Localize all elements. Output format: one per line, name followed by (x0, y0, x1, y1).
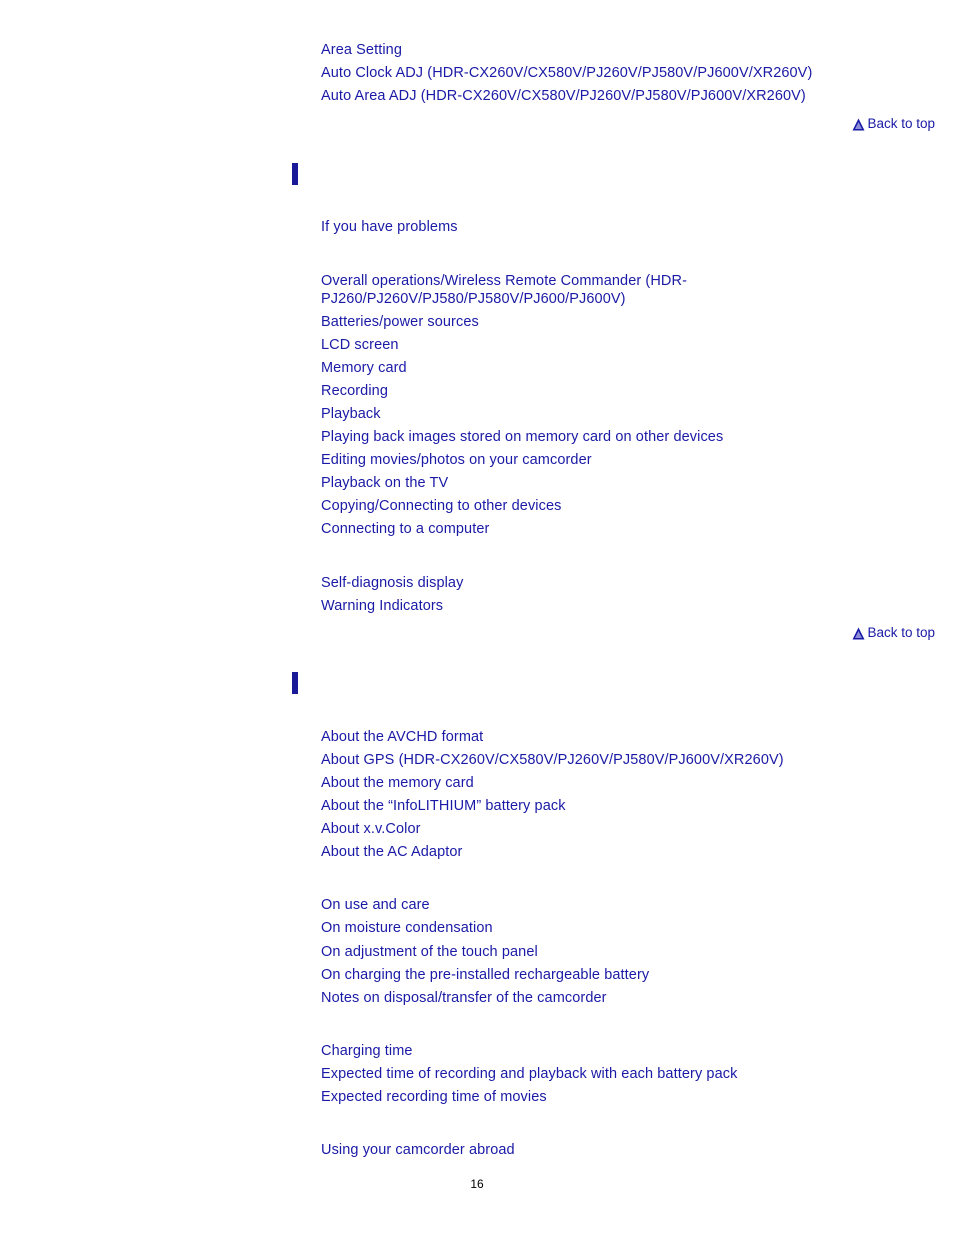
link-expected-recording-time-movies[interactable]: Expected recording time of movies (321, 1089, 547, 1105)
up-triangle-icon (852, 118, 865, 131)
back-to-top-label: Back to top (867, 116, 935, 131)
link-lcd-screen[interactable]: LCD screen (321, 337, 399, 353)
link-touch-panel-adjustment[interactable]: On adjustment of the touch panel (321, 944, 538, 960)
page-number: 16 (470, 1177, 484, 1191)
link-editing-movies-photos[interactable]: Editing movies/photos on your camcorder (321, 452, 592, 468)
link-auto-area-adj[interactable]: Auto Area ADJ (HDR-CX260V/CX580V/PJ260V/PJ580V/PJ600V/XR260V) (321, 88, 806, 104)
link-self-diagnosis[interactable]: Self-diagnosis display (321, 575, 464, 591)
link-charging-preinstalled-battery[interactable]: On charging the pre-installed rechargeable battery (321, 967, 650, 983)
link-auto-clock-adj[interactable]: Auto Clock ADJ (HDR-CX260V/CX580V/PJ260V/PJ580V/PJ600V/XR260V) (321, 65, 813, 81)
link-about-memory-card[interactable]: About the memory card (321, 775, 474, 791)
link-expected-recording-playback-time[interactable]: Expected time of recording and playback with each battery pack (321, 1066, 738, 1082)
link-about-infolithium[interactable]: About the “InfoLITHIUM” battery pack (321, 798, 566, 814)
link-using-abroad[interactable]: Using your camcorder abroad (321, 1142, 515, 1158)
link-about-ac-adaptor[interactable]: About the AC Adaptor (321, 844, 463, 860)
link-recording[interactable]: Recording (321, 383, 388, 399)
section-marker-troubleshooting (292, 163, 298, 185)
back-to-top-label: Back to top (867, 625, 935, 640)
link-if-you-have-problems[interactable]: If you have problems (321, 219, 458, 235)
link-about-xvcolor[interactable]: About x.v.Color (321, 821, 421, 837)
link-use-and-care[interactable]: On use and care (321, 897, 430, 913)
up-triangle-icon (852, 627, 865, 640)
link-copying-connecting[interactable]: Copying/Connecting to other devices (321, 498, 562, 514)
link-moisture-condensation[interactable]: On moisture condensation (321, 920, 493, 936)
back-to-top-link[interactable] (852, 625, 935, 641)
section-marker-maintenance (292, 672, 298, 694)
link-charging-time[interactable]: Charging time (321, 1043, 413, 1059)
link-area-setting[interactable]: Area Setting (321, 42, 402, 58)
link-about-avchd[interactable]: About the AVCHD format (321, 729, 484, 745)
link-warning-indicators[interactable]: Warning Indicators (321, 598, 444, 614)
link-disposal-transfer[interactable]: Notes on disposal/transfer of the camcorder (321, 990, 607, 1006)
link-overall-operations[interactable]: Overall operations/Wireless Remote Commander (HDR-PJ260/PJ260V/PJ580/PJ580V/PJ600/PJ600V) (321, 273, 687, 307)
link-connecting-computer[interactable]: Connecting to a computer (321, 521, 490, 537)
back-to-top-link[interactable] (852, 116, 935, 132)
link-playing-back-other-devices[interactable]: Playing back images stored on memory card on other devices (321, 429, 724, 445)
link-playback-on-tv[interactable]: Playback on the TV (321, 475, 449, 491)
link-playback[interactable]: Playback (321, 406, 381, 422)
link-memory-card[interactable]: Memory card (321, 360, 407, 376)
link-batteries-power[interactable]: Batteries/power sources (321, 314, 479, 330)
link-about-gps[interactable]: About GPS (HDR-CX260V/CX580V/PJ260V/PJ580V/PJ600V/XR260V) (321, 752, 784, 768)
